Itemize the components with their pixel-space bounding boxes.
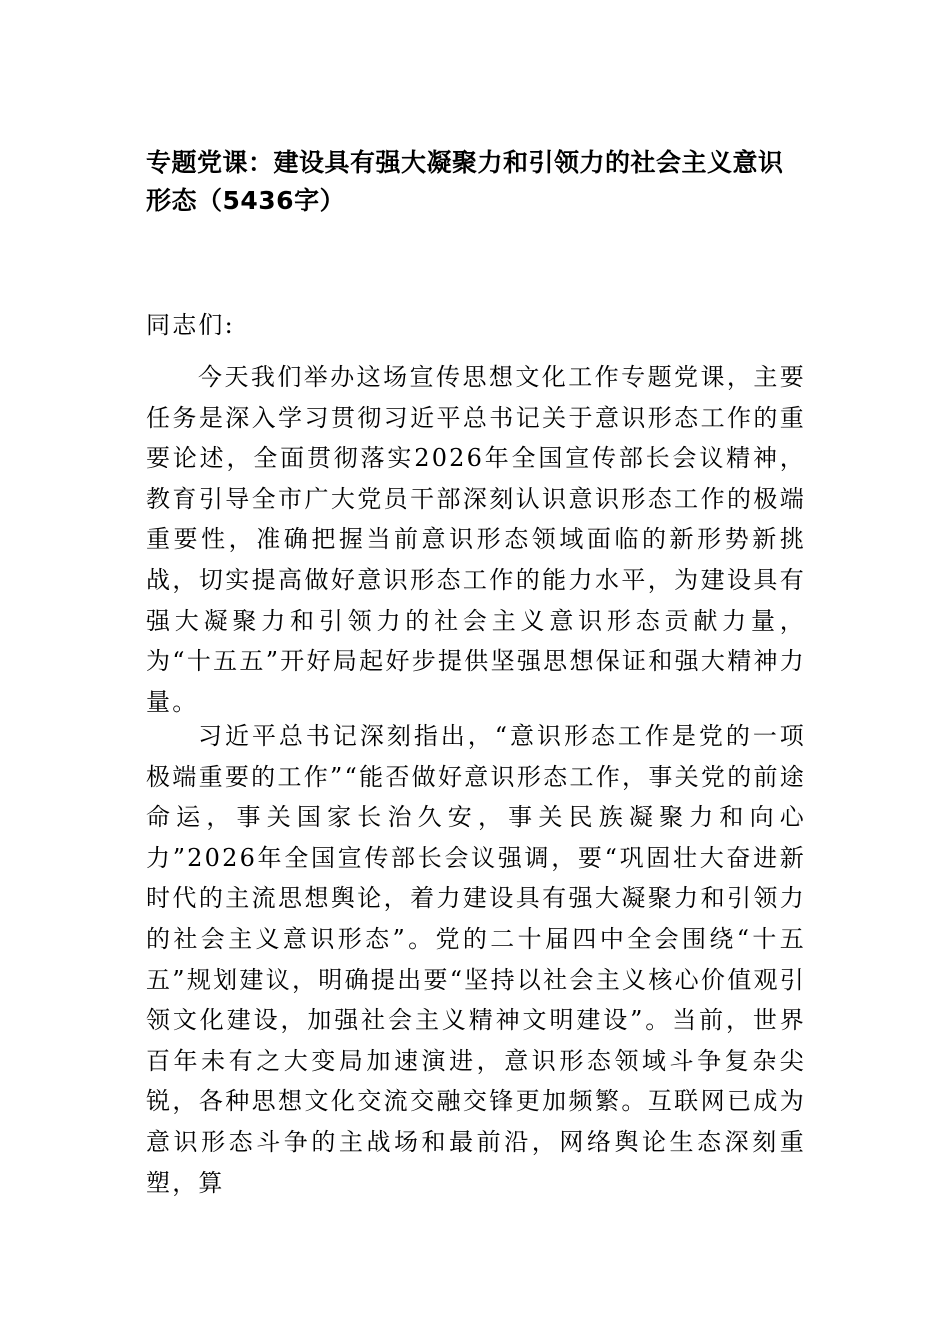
salutation: 同志们: [146,311,235,339]
document-title: 专题党课：建设具有强大凝聚力和引领力的社会主义意识形态（5436字） [146,148,784,215]
body-paragraph-1: 今天我们举办这场宣传思想文化工作专题党课，主要任务是深入学习贯彻习近平总书记关于意识形态工作的重要论述，全面贯彻落实2026年全国宣传部长会议精神，教育引导全市广大党员干部深刻认识意识形态工作的极端重要性，准确把握当前意识形态领域面临的新形势新挑战，切实提高做好意识形态工作的能力水平，为建设具有强大凝聚力和引领力的社会主义意识形态贡献力量，为“十五五”开好局起好步提供坚强思想保证和强大精神力量。 [146,363,806,716]
body-paragraph-2: 习近平总书记深刻指出，“意识形态工作是党的一项极端重要的工作”“能否做好意识形态工作，事关党的前途命运，事关国家长治久安，事关民族凝聚力和向心力”2026年全国宣传部长会议强调，要“巩固壮大奋进新时代的主流思想舆论，着力建设具有强大凝聚力和引领力的社会主义意识形态”。党的二十届四中全会围绕“十五五”规划建议，明确提出要“坚持以社会主义核心价值观引领文化建设，加强社会主义精神文明建设”。当前，世界百年未有之大变局加速演进，意识形态领域斗争复杂尖锐，各种思想文化交流交融交锋更加频繁。互联网已成为意识形态斗争的主战场和最前沿，网络舆论生态深刻重塑，算 [146,722,806,1197]
